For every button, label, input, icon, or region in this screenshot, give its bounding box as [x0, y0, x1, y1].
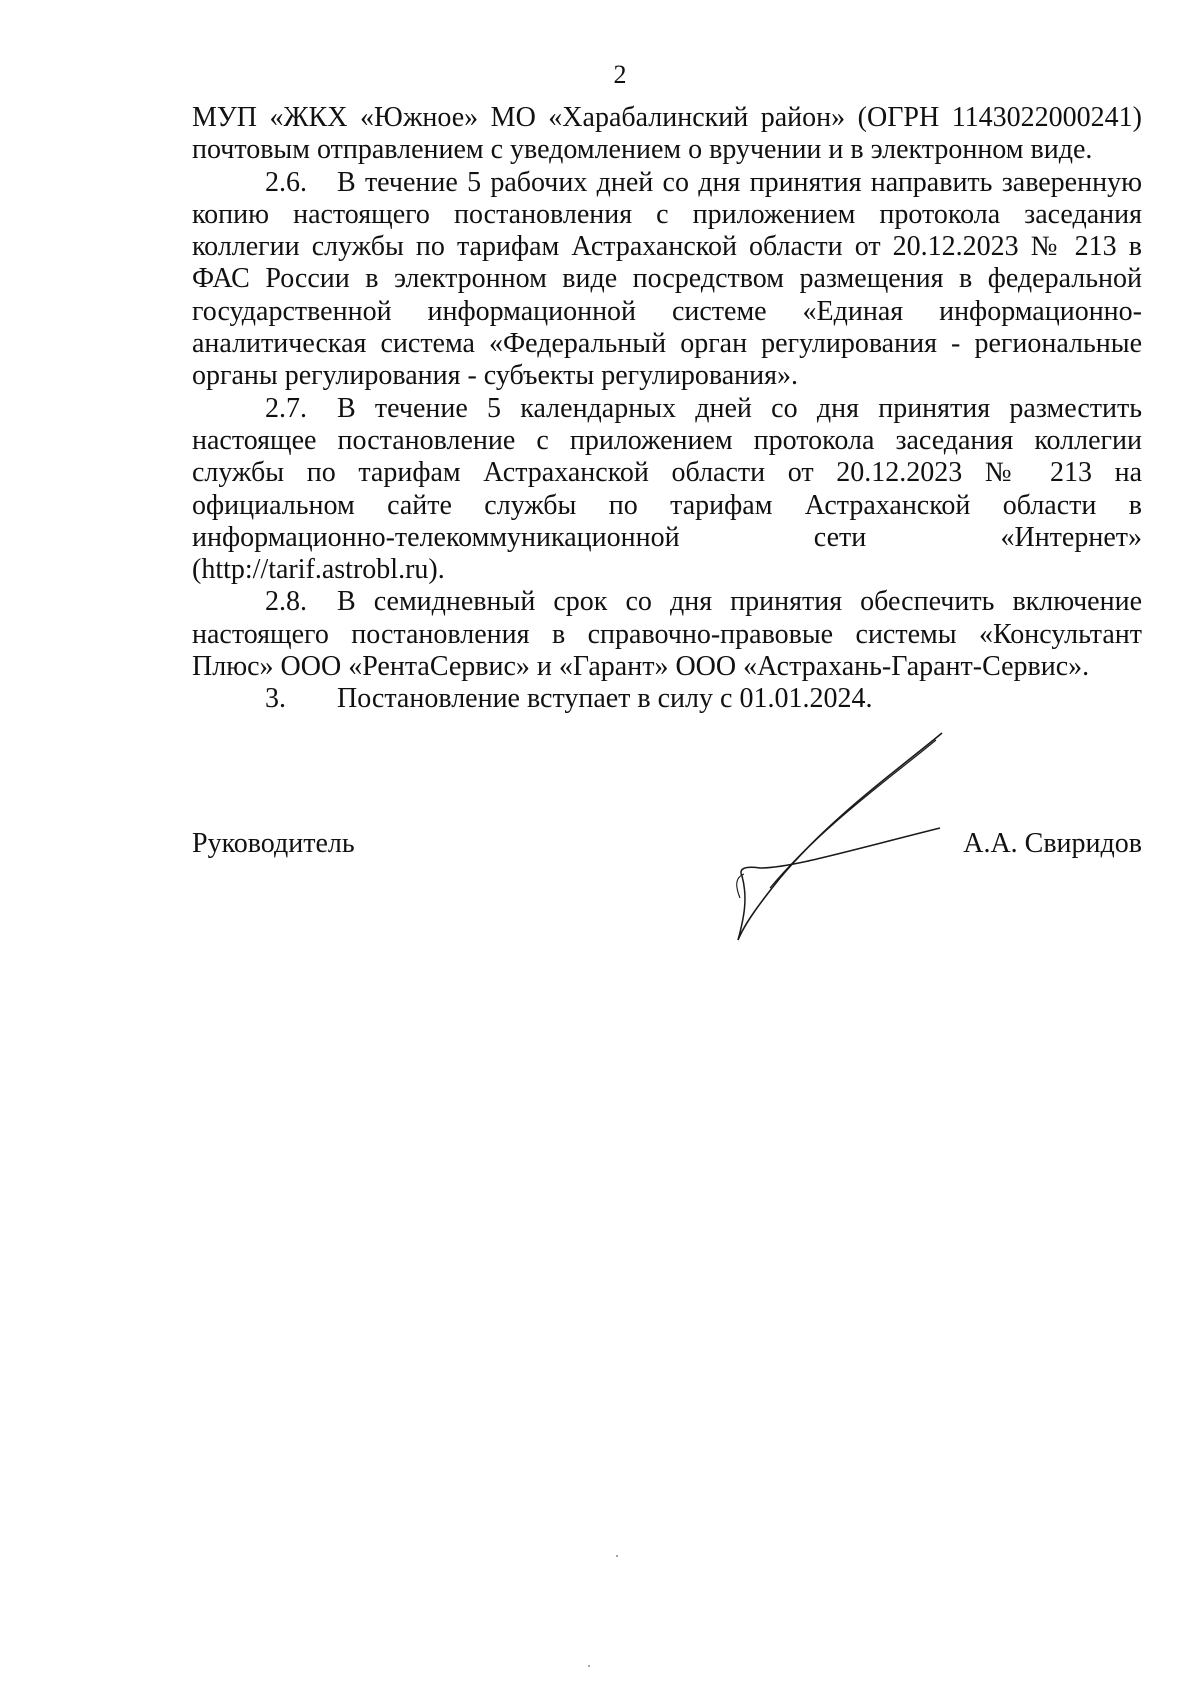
text-line: настоящее постановление с приложением протокола заседания коллегии — [192, 424, 1142, 456]
text-line: органы регулирования - субъекты регулирования». — [192, 360, 798, 392]
text-line: В течение 5 рабочих дней со дня принятия направить заверенную — [337, 166, 1142, 198]
text-line: (http://tarif.astrobl.ru). — [192, 554, 445, 586]
text-line: службы по тарифам Астраханской области от 20.12.2023 № 213 на — [192, 457, 1142, 489]
page-number: 2 — [613, 60, 627, 89]
item-number: 3. — [265, 683, 286, 715]
text-line: коллегии службы по тарифам Астраханской области от 20.12.2023 № 213 в — [192, 231, 1142, 263]
document-body — [192, 102, 1142, 716]
text-line: копию настоящего постановления с приложением протокола заседания — [192, 198, 1142, 230]
text-line: почтовым отправлением с уведомлением о вручении и в электронном виде. — [192, 134, 1093, 166]
handwritten-signature — [700, 728, 950, 948]
paragraph-2-7-first-line — [192, 393, 1142, 425]
text-line: информационно-телекоммуникационной сети «Интернет» — [192, 521, 1142, 553]
text-line: ФАС России в электронном виде посредством размещения в федеральной — [192, 263, 1142, 295]
text-line: Плюс» ООО «РентаСервис» и «Гарант» ООО «Астрахань-Гарант-Сервис». — [192, 651, 1090, 683]
text-line: настоящего постановления в справочно-правовые системы «Консультант — [192, 618, 1142, 650]
item-number: 2.7. — [265, 392, 307, 424]
text-line: В течение 5 календарных дней со дня принятия разместить — [337, 392, 1142, 424]
text-line: Постановление вступает в силу с 01.01.2024. — [337, 683, 873, 715]
item-number: 2.8. — [265, 586, 307, 618]
item-number: 2.6. — [265, 166, 307, 198]
paragraph-2-6-first-line — [192, 167, 1142, 199]
signatory-title: Руководитель — [192, 828, 355, 859]
text-line: аналитическая система «Федеральный орган регулирования - региональные — [192, 328, 1142, 360]
signatory-name: А.А. Свиридов — [963, 828, 1142, 859]
text-line: государственной информационной системе «Единая информационно- — [192, 295, 1142, 327]
text-line: официальном сайте службы по тарифам Астраханской области в — [192, 489, 1142, 521]
scan-speck — [616, 1555, 618, 1557]
scan-speck — [588, 1665, 590, 1667]
text-line: В семидневный срок со дня принятия обеспечить включение — [337, 586, 1142, 618]
paragraph-2-8-first-line — [192, 586, 1142, 618]
paragraph-3-line — [192, 683, 1142, 715]
text-line: МУП «ЖКХ «Южное» МО «Харабалинский район» (ОГРН 1143022000241) — [192, 102, 1142, 133]
